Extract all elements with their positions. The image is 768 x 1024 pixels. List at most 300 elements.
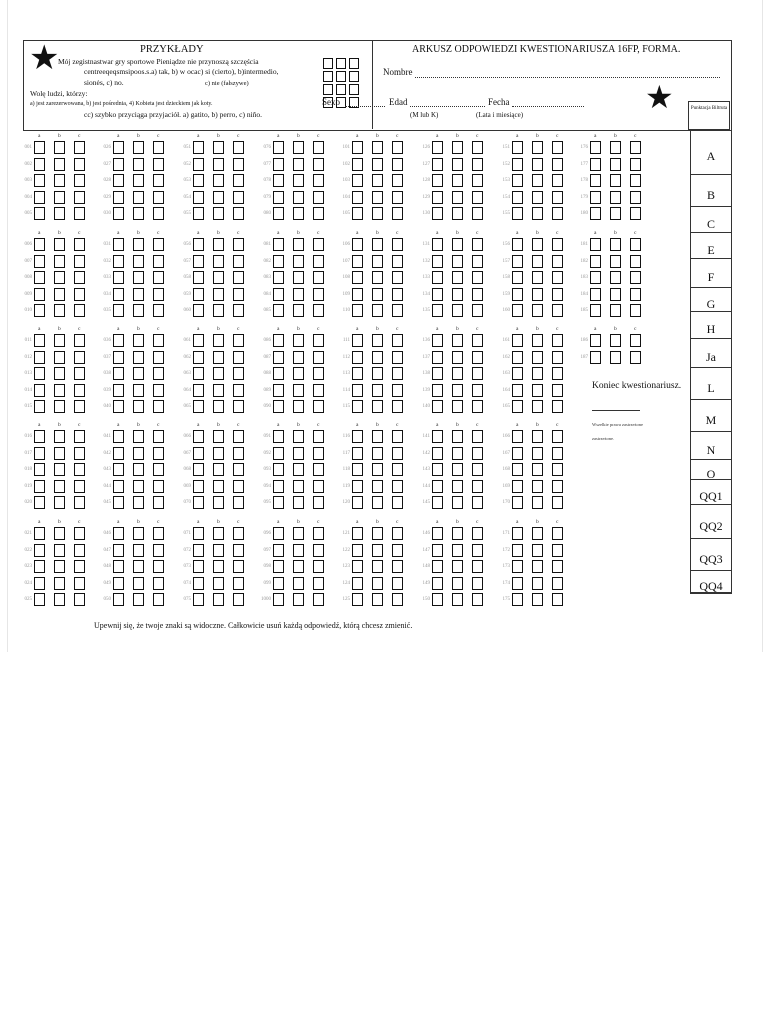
answer-box-c[interactable] [392, 463, 403, 476]
answer-box-a[interactable] [113, 207, 124, 220]
answer-box-a[interactable] [432, 367, 443, 380]
answer-box-b[interactable] [372, 480, 383, 493]
answer-box-c[interactable] [233, 304, 244, 317]
answer-box-b[interactable] [213, 141, 224, 154]
answer-box-b[interactable] [452, 334, 463, 347]
answer-box-c[interactable] [392, 367, 403, 380]
answer-box-a[interactable] [432, 238, 443, 251]
answer-box-a[interactable] [113, 351, 124, 364]
answer-box-a[interactable] [113, 367, 124, 380]
nombre-field[interactable] [415, 67, 720, 78]
answer-box-a[interactable] [432, 593, 443, 606]
answer-box-b[interactable] [452, 384, 463, 397]
answer-box-a[interactable] [590, 174, 601, 187]
answer-box-c[interactable] [392, 141, 403, 154]
answer-box-c[interactable] [313, 367, 324, 380]
answer-box-b[interactable] [372, 367, 383, 380]
answer-box-b[interactable] [293, 288, 304, 301]
answer-box-c[interactable] [153, 560, 164, 573]
answer-box-c[interactable] [392, 334, 403, 347]
answer-box-a[interactable] [590, 238, 601, 251]
answer-box-a[interactable] [273, 496, 284, 509]
answer-box-b[interactable] [133, 577, 144, 590]
answer-box-a[interactable] [113, 384, 124, 397]
answer-box-c[interactable] [233, 400, 244, 413]
answer-box-c[interactable] [74, 288, 85, 301]
answer-box-a[interactable] [193, 560, 204, 573]
answer-box-b[interactable] [293, 158, 304, 171]
answer-box-a[interactable] [193, 174, 204, 187]
answer-box-c[interactable] [472, 400, 483, 413]
answer-box-c[interactable] [630, 191, 641, 204]
answer-box-c[interactable] [153, 141, 164, 154]
answer-box-c[interactable] [392, 255, 403, 268]
answer-box-c[interactable] [153, 527, 164, 540]
answer-box-b[interactable] [293, 447, 304, 460]
answer-box-b[interactable] [54, 400, 65, 413]
answer-box-b[interactable] [133, 480, 144, 493]
answer-box-b[interactable] [532, 560, 543, 573]
answer-box-b[interactable] [54, 304, 65, 317]
answer-box-b[interactable] [54, 174, 65, 187]
answer-box-c[interactable] [472, 593, 483, 606]
answer-box-a[interactable] [512, 367, 523, 380]
answer-box-b[interactable] [293, 577, 304, 590]
answer-box-b[interactable] [452, 351, 463, 364]
answer-box-c[interactable] [392, 174, 403, 187]
answer-box-b[interactable] [213, 271, 224, 284]
answer-box-c[interactable] [74, 191, 85, 204]
answer-box-c[interactable] [74, 174, 85, 187]
answer-box-b[interactable] [452, 207, 463, 220]
answer-box-b[interactable] [213, 174, 224, 187]
answer-box-c[interactable] [472, 304, 483, 317]
answer-box-a[interactable] [273, 255, 284, 268]
answer-box-a[interactable] [512, 430, 523, 443]
answer-box-b[interactable] [293, 430, 304, 443]
answer-box-c[interactable] [630, 351, 641, 364]
answer-box-c[interactable] [153, 174, 164, 187]
answer-box-c[interactable] [313, 527, 324, 540]
answer-box-a[interactable] [193, 593, 204, 606]
answer-box-a[interactable] [113, 191, 124, 204]
answer-box-c[interactable] [313, 544, 324, 557]
answer-box-b[interactable] [532, 174, 543, 187]
answer-box-a[interactable] [590, 304, 601, 317]
answer-box-b[interactable] [452, 255, 463, 268]
answer-box-c[interactable] [472, 174, 483, 187]
answer-box-a[interactable] [352, 400, 363, 413]
answer-box-c[interactable] [313, 191, 324, 204]
answer-box-b[interactable] [133, 560, 144, 573]
answer-box-a[interactable] [34, 174, 45, 187]
answer-box-b[interactable] [372, 238, 383, 251]
answer-box-c[interactable] [153, 480, 164, 493]
answer-box-a[interactable] [432, 255, 443, 268]
answer-box-a[interactable] [34, 447, 45, 460]
answer-box-c[interactable] [74, 527, 85, 540]
answer-box-b[interactable] [372, 496, 383, 509]
answer-box-b[interactable] [372, 527, 383, 540]
answer-box-b[interactable] [213, 527, 224, 540]
answer-box-a[interactable] [34, 238, 45, 251]
answer-box-c[interactable] [233, 447, 244, 460]
answer-box-c[interactable] [472, 463, 483, 476]
answer-box-c[interactable] [552, 238, 563, 251]
answer-box-b[interactable] [293, 367, 304, 380]
answer-box-b[interactable] [293, 141, 304, 154]
answer-box-c[interactable] [552, 463, 563, 476]
answer-box-c[interactable] [552, 544, 563, 557]
answer-box-a[interactable] [273, 544, 284, 557]
answer-box-c[interactable] [552, 174, 563, 187]
answer-box-a[interactable] [34, 255, 45, 268]
answer-box-c[interactable] [74, 238, 85, 251]
answer-box-b[interactable] [610, 351, 621, 364]
answer-box-b[interactable] [213, 207, 224, 220]
answer-box-b[interactable] [610, 191, 621, 204]
answer-box-b[interactable] [372, 447, 383, 460]
answer-box-c[interactable] [313, 174, 324, 187]
answer-box-a[interactable] [512, 447, 523, 460]
answer-box-c[interactable] [233, 560, 244, 573]
answer-box-a[interactable] [352, 384, 363, 397]
answer-box-b[interactable] [54, 255, 65, 268]
answer-box-c[interactable] [552, 430, 563, 443]
answer-box-a[interactable] [512, 191, 523, 204]
answer-box-a[interactable] [193, 447, 204, 460]
answer-box-c[interactable] [630, 288, 641, 301]
answer-box-b[interactable] [532, 593, 543, 606]
answer-box-c[interactable] [74, 271, 85, 284]
answer-box-c[interactable] [153, 334, 164, 347]
answer-box-b[interactable] [532, 207, 543, 220]
answer-box-c[interactable] [233, 191, 244, 204]
answer-box-c[interactable] [472, 496, 483, 509]
fecha-field[interactable] [512, 106, 584, 107]
answer-box-c[interactable] [233, 527, 244, 540]
answer-box-c[interactable] [472, 288, 483, 301]
answer-box-b[interactable] [452, 560, 463, 573]
answer-box-a[interactable] [34, 430, 45, 443]
answer-box-c[interactable] [153, 430, 164, 443]
answer-box-b[interactable] [213, 304, 224, 317]
answer-box-b[interactable] [54, 430, 65, 443]
answer-box-b[interactable] [532, 158, 543, 171]
answer-box-c[interactable] [472, 430, 483, 443]
answer-box-c[interactable] [392, 207, 403, 220]
answer-box-a[interactable] [193, 191, 204, 204]
answer-box-c[interactable] [74, 430, 85, 443]
answer-box-b[interactable] [54, 593, 65, 606]
answer-box-b[interactable] [54, 367, 65, 380]
answer-box-a[interactable] [34, 400, 45, 413]
answer-box-b[interactable] [372, 141, 383, 154]
answer-box-b[interactable] [532, 255, 543, 268]
answer-box-a[interactable] [512, 304, 523, 317]
answer-box-a[interactable] [432, 430, 443, 443]
answer-box-c[interactable] [552, 496, 563, 509]
answer-box-b[interactable] [532, 527, 543, 540]
answer-box-c[interactable] [153, 191, 164, 204]
answer-box-c[interactable] [552, 141, 563, 154]
answer-box-b[interactable] [54, 463, 65, 476]
answer-box-b[interactable] [452, 544, 463, 557]
answer-box-a[interactable] [34, 463, 45, 476]
answer-box-b[interactable] [610, 238, 621, 251]
answer-box-a[interactable] [34, 207, 45, 220]
answer-box-a[interactable] [432, 334, 443, 347]
answer-box-a[interactable] [273, 174, 284, 187]
answer-box-b[interactable] [54, 527, 65, 540]
answer-box-a[interactable] [34, 271, 45, 284]
answer-box-a[interactable] [273, 207, 284, 220]
answer-box-a[interactable] [512, 527, 523, 540]
answer-box-c[interactable] [74, 496, 85, 509]
answer-box-c[interactable] [313, 351, 324, 364]
answer-box-b[interactable] [532, 447, 543, 460]
answer-box-b[interactable] [610, 255, 621, 268]
answer-box-a[interactable] [352, 463, 363, 476]
answer-box-c[interactable] [74, 334, 85, 347]
answer-box-b[interactable] [372, 191, 383, 204]
answer-box-b[interactable] [133, 191, 144, 204]
answer-box-b[interactable] [293, 480, 304, 493]
answer-box-a[interactable] [512, 334, 523, 347]
answer-box-a[interactable] [352, 141, 363, 154]
answer-box-b[interactable] [213, 430, 224, 443]
answer-box-c[interactable] [153, 593, 164, 606]
answer-box-b[interactable] [133, 271, 144, 284]
answer-box-a[interactable] [512, 174, 523, 187]
answer-box-b[interactable] [372, 158, 383, 171]
answer-box-c[interactable] [472, 207, 483, 220]
answer-box-c[interactable] [74, 480, 85, 493]
answer-box-b[interactable] [293, 496, 304, 509]
answer-box-b[interactable] [54, 560, 65, 573]
answer-box-a[interactable] [113, 158, 124, 171]
answer-box-a[interactable] [113, 334, 124, 347]
answer-box-a[interactable] [193, 351, 204, 364]
answer-box-c[interactable] [233, 463, 244, 476]
answer-box-c[interactable] [74, 141, 85, 154]
answer-box-c[interactable] [552, 527, 563, 540]
answer-box-a[interactable] [193, 400, 204, 413]
answer-box-a[interactable] [273, 560, 284, 573]
answer-box-b[interactable] [133, 527, 144, 540]
answer-box-b[interactable] [532, 577, 543, 590]
answer-box-a[interactable] [432, 191, 443, 204]
answer-box-b[interactable] [452, 480, 463, 493]
answer-box-b[interactable] [532, 238, 543, 251]
answer-box-c[interactable] [313, 447, 324, 460]
answer-box-c[interactable] [313, 400, 324, 413]
answer-box-b[interactable] [372, 255, 383, 268]
answer-box-b[interactable] [372, 593, 383, 606]
answer-box-b[interactable] [54, 384, 65, 397]
answer-box-c[interactable] [630, 255, 641, 268]
answer-box-c[interactable] [552, 560, 563, 573]
answer-box-a[interactable] [113, 430, 124, 443]
answer-box-a[interactable] [590, 351, 601, 364]
answer-box-b[interactable] [372, 400, 383, 413]
answer-box-a[interactable] [512, 577, 523, 590]
answer-box-c[interactable] [472, 527, 483, 540]
answer-box-a[interactable] [113, 447, 124, 460]
answer-box-b[interactable] [452, 367, 463, 380]
answer-box-b[interactable] [54, 288, 65, 301]
answer-box-c[interactable] [472, 271, 483, 284]
answer-box-c[interactable] [233, 158, 244, 171]
answer-box-c[interactable] [313, 463, 324, 476]
answer-box-a[interactable] [352, 480, 363, 493]
answer-box-a[interactable] [113, 480, 124, 493]
answer-box-c[interactable] [153, 400, 164, 413]
answer-box-a[interactable] [193, 577, 204, 590]
answer-box-a[interactable] [113, 174, 124, 187]
answer-box-a[interactable] [512, 560, 523, 573]
answer-box-b[interactable] [372, 351, 383, 364]
answer-box-c[interactable] [552, 447, 563, 460]
answer-box-b[interactable] [293, 191, 304, 204]
answer-box-c[interactable] [472, 158, 483, 171]
answer-box-a[interactable] [273, 238, 284, 251]
answer-box-b[interactable] [452, 593, 463, 606]
answer-box-c[interactable] [153, 255, 164, 268]
answer-box-a[interactable] [193, 271, 204, 284]
answer-box-a[interactable] [432, 351, 443, 364]
answer-box-c[interactable] [630, 304, 641, 317]
answer-box-a[interactable] [273, 527, 284, 540]
answer-box-c[interactable] [74, 351, 85, 364]
answer-box-a[interactable] [34, 304, 45, 317]
answer-box-a[interactable] [432, 174, 443, 187]
answer-box-a[interactable] [113, 577, 124, 590]
answer-box-b[interactable] [133, 463, 144, 476]
answer-box-a[interactable] [193, 238, 204, 251]
answer-box-b[interactable] [54, 191, 65, 204]
answer-box-c[interactable] [552, 351, 563, 364]
answer-box-a[interactable] [34, 544, 45, 557]
answer-box-c[interactable] [74, 447, 85, 460]
answer-box-c[interactable] [233, 141, 244, 154]
answer-box-c[interactable] [630, 141, 641, 154]
answer-box-b[interactable] [532, 480, 543, 493]
answer-box-b[interactable] [452, 447, 463, 460]
answer-box-b[interactable] [213, 367, 224, 380]
answer-box-c[interactable] [153, 238, 164, 251]
answer-box-b[interactable] [133, 351, 144, 364]
answer-box-a[interactable] [432, 577, 443, 590]
answer-box-c[interactable] [392, 430, 403, 443]
answer-box-a[interactable] [273, 191, 284, 204]
answer-box-a[interactable] [352, 577, 363, 590]
answer-box-c[interactable] [552, 480, 563, 493]
answer-box-a[interactable] [113, 593, 124, 606]
answer-box-b[interactable] [293, 207, 304, 220]
answer-box-a[interactable] [193, 367, 204, 380]
answer-box-c[interactable] [630, 158, 641, 171]
answer-box-b[interactable] [610, 158, 621, 171]
edad-field[interactable] [410, 106, 485, 107]
answer-box-c[interactable] [233, 255, 244, 268]
answer-box-b[interactable] [532, 351, 543, 364]
answer-box-a[interactable] [273, 271, 284, 284]
answer-box-c[interactable] [472, 577, 483, 590]
answer-box-b[interactable] [452, 304, 463, 317]
answer-box-a[interactable] [193, 544, 204, 557]
answer-box-a[interactable] [352, 351, 363, 364]
answer-box-c[interactable] [313, 560, 324, 573]
answer-box-b[interactable] [452, 158, 463, 171]
answer-box-a[interactable] [34, 593, 45, 606]
answer-box-a[interactable] [590, 207, 601, 220]
answer-box-c[interactable] [153, 207, 164, 220]
answer-box-c[interactable] [392, 238, 403, 251]
answer-box-b[interactable] [610, 207, 621, 220]
answer-box-b[interactable] [610, 174, 621, 187]
answer-box-b[interactable] [133, 255, 144, 268]
answer-box-b[interactable] [213, 158, 224, 171]
answer-box-b[interactable] [133, 174, 144, 187]
answer-box-c[interactable] [392, 577, 403, 590]
answer-box-b[interactable] [372, 174, 383, 187]
answer-box-c[interactable] [313, 430, 324, 443]
answer-box-b[interactable] [133, 238, 144, 251]
sexo-field[interactable] [345, 106, 385, 107]
answer-box-c[interactable] [472, 367, 483, 380]
answer-box-b[interactable] [293, 527, 304, 540]
answer-box-a[interactable] [352, 367, 363, 380]
answer-box-c[interactable] [313, 593, 324, 606]
answer-box-c[interactable] [313, 255, 324, 268]
answer-box-b[interactable] [293, 304, 304, 317]
answer-box-a[interactable] [432, 400, 443, 413]
answer-box-b[interactable] [452, 141, 463, 154]
answer-box-a[interactable] [512, 544, 523, 557]
answer-box-a[interactable] [113, 304, 124, 317]
answer-box-b[interactable] [532, 191, 543, 204]
answer-box-a[interactable] [273, 334, 284, 347]
answer-box-c[interactable] [472, 480, 483, 493]
answer-box-c[interactable] [472, 191, 483, 204]
answer-box-a[interactable] [512, 384, 523, 397]
answer-box-c[interactable] [74, 560, 85, 573]
answer-box-c[interactable] [74, 384, 85, 397]
answer-box-a[interactable] [432, 141, 443, 154]
answer-box-c[interactable] [552, 400, 563, 413]
answer-box-b[interactable] [452, 174, 463, 187]
answer-box-b[interactable] [293, 560, 304, 573]
answer-box-c[interactable] [552, 191, 563, 204]
answer-box-a[interactable] [273, 577, 284, 590]
answer-box-a[interactable] [352, 334, 363, 347]
answer-box-a[interactable] [34, 351, 45, 364]
answer-box-b[interactable] [372, 271, 383, 284]
answer-box-c[interactable] [74, 367, 85, 380]
answer-box-c[interactable] [552, 158, 563, 171]
answer-box-b[interactable] [133, 496, 144, 509]
answer-box-c[interactable] [552, 207, 563, 220]
answer-box-b[interactable] [213, 400, 224, 413]
answer-box-c[interactable] [153, 158, 164, 171]
answer-box-b[interactable] [133, 593, 144, 606]
answer-box-a[interactable] [432, 527, 443, 540]
answer-box-b[interactable] [372, 304, 383, 317]
answer-box-b[interactable] [372, 207, 383, 220]
answer-box-c[interactable] [74, 577, 85, 590]
answer-box-b[interactable] [532, 334, 543, 347]
